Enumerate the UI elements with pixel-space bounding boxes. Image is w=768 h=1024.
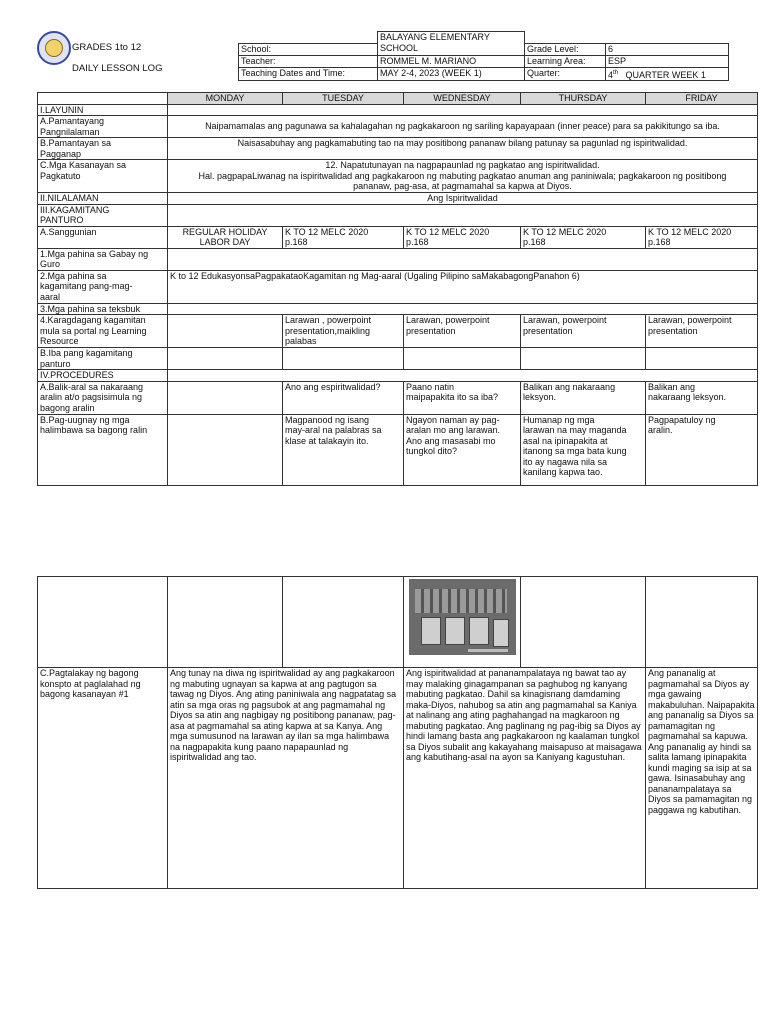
table-row [38,381,758,414]
row-value: Ang Ispiritwalidad [168,193,758,205]
classroom-bins-photo [409,579,516,655]
section-nilalaman: II.NILALAMAN [38,193,168,205]
row-value: K TO 12 MELC 2020 p.168 [283,226,404,248]
table-row [38,226,758,248]
row-label: 4.Karagdagang kagamitan mula sa portal ng Learning Resource [38,315,168,348]
row-label: C.Mga Kasanayan sa Pagkatuto [38,160,168,193]
row-label: 1.Mga pahina sa Gabay ng Guro [38,248,168,270]
table-row [38,116,758,138]
section-kagamitan: III.KAGAMITANG PANTURO [38,204,168,226]
row-value: Ngayon naman ay pag- aralan mo ang larawan. Ano ang masasabi mo tungkol dito? [404,414,521,485]
section-layunin: I.LAYUNIN [38,104,168,116]
table-row [38,315,758,348]
school-label: School: [239,43,378,55]
quarter-value: 4th QUARTER WEEK 1 [606,67,729,81]
day-tuesday: TUESDAY [283,93,404,105]
row-label: A.Balik-aral sa nakaraang aralin at/o pagsisimula ng bagong aralin [38,381,168,414]
grade-level-value: 6 [606,43,729,55]
row-value: Paano natin maipapakita ito sa iba? [404,381,521,414]
grade-level-label: Grade Level: [525,43,606,55]
day-thursday: THURSDAY [521,93,646,105]
header-info-table [238,31,729,81]
row-label: A.Sanggunian [38,226,168,248]
deped-seal-logo [37,31,71,65]
section-procedures: IV.PROCEDURES [38,370,168,382]
row-label: C.Pagtalakay ng bagong konspto at paglalahad ng bagong kasanayan #1 [38,668,168,889]
lesson-log-table [37,92,758,486]
row-label: 3.Mga pahina sa teksbuk [38,303,168,315]
row-value: Ang ispiritwalidad at pananampalataya ng bawat tao ay may malaking ginagampanan sa paghubog ng kanyang mabuting pagkatao. Dahil sa kinagisnang damdaming maka-Diyos, nahubog sa atin ang pagmamahal sa Kaniya at nalinang ang ating paghahangad na magkaroon ng mabuting pagkatao. Ang paglinang ng pag-ibig sa Diyos ay hindi lamang basta ang pagkakaroon ng kaalaman tungkol sa Diyos subalit ang kakayahang maisapuso at maisagawa ang kabutihang-asal na ayon sa Kaniyang kagustuhan. [404,668,646,889]
row-label: B.Pag-uugnay ng mga halimbawa sa bagong ralin [38,414,168,485]
day-wednesday: WEDNESDAY [404,93,521,105]
row-value: Larawan, powerpoint presentation [521,315,646,348]
row-label: A.Pamantayang Pangnilalaman [38,116,168,138]
day-monday: MONDAY [168,93,283,105]
row-label: B.Pamantayan sa Pagganap [38,138,168,160]
teacher-label: Teacher: [239,55,378,67]
table-row [38,668,758,889]
table-row [38,104,758,116]
form-title-line2: DAILY LESSON LOG [72,62,163,74]
row-value: Larawan, powerpoint presentation [404,315,521,348]
row-value: Larawan , powerpoint presentation,maikling palabas [283,315,404,348]
table-row [38,348,758,370]
row-label: B.Iba pang kagamitang panturo [38,348,168,370]
row-value: Balikan ang nakaraang leksyon. [521,381,646,414]
quarter-label: Quarter: [525,67,606,81]
form-title [72,32,162,85]
row-value: K TO 12 MELC 2020 p.168 [646,226,758,248]
holiday-note: REGULAR HOLIDAY LABOR DAY [168,226,283,248]
table-row [38,248,758,270]
row-value: Pagpapatuloy ng aralin. [646,414,758,485]
dates-label: Teaching Dates and Time: [239,67,378,81]
row-value: Naipamamalas ang pagunawa sa kahalagahan ng pagkakaroon ng sariling kapayapaan (inner peace) para sa pakikitungo sa iba. [168,116,758,138]
table-row [38,193,758,205]
row-value: Larawan, powerpoint presentation [646,315,758,348]
row-value: Ang pananalig at pagmamahal sa Diyos ay mga gawaing makabuluhan. Naipapakita ang pananalig sa Diyos sa pamamagitan ng pagmamahal sa kapuwa. Ang pananalig ay hindi sa salita lamang ipinapakita kundi maging sa isip at sa gawa. Isinasabuhay ang pananampalataya sa Diyos sa pamamagitan ng paggawa ng kabutihan. [646,668,758,889]
form-title-line1: GRADES 1to 12 [72,41,142,53]
table-row [38,138,758,160]
table-row [38,160,758,193]
row-value: Ano ang espiritwalidad? [283,381,404,414]
learning-area-label: Learning Area: [525,55,606,67]
table-row [38,303,758,315]
table-row [38,270,758,303]
row-value: K TO 12 MELC 2020 p.168 [521,226,646,248]
row-value: Magpanood ng isang may-aral na palabras sa klase at talakayin ito. [283,414,404,485]
table-row [38,577,758,668]
lesson-log-table-continued [37,576,758,889]
row-value: Humanap ng mga larawan na may maganda asal na ipinapakita at itanong sa mga bata kung ito ay nagawa nila sa kanilang kapwa tao. [521,414,646,485]
row-value: K to 12 EdukasyonsaPagpakataoKagamitan ng Mag-aaral (Ugaling Pilipino saMakabagongPanahon 6) [168,270,758,303]
table-row [38,370,758,382]
day-header-row [38,93,758,105]
day-friday: FRIDAY [646,93,758,105]
table-row [38,204,758,226]
row-value: 12. Napatutunayan na nagpapaunlad ng pagkatao ang ispiritwalidad. Hal. pagpapaLiwanag na ispiritwalidad ang pagkakaroon ng mabuting pagkatao anuman ang paniniwala; pagkakaroon ng positibong pananaw, pag-asa, at pagmamahal sa kapwa at Diyos. [168,160,758,193]
row-value: Ang tunay na diwa ng ispiritwalidad ay ang pagkakaroon ng mabuting ugnayan sa kapwa at ang pagtugon sa tawag ng Diyos. Ang ating paniniwala ang nagpatatag sa atin sa mga oras ng pagsubok at ang pagmamahal ng Diyos sa atin ang nagbigay ng positibong pananaw, pag-asa at pagmamahal sa ating kapwa at sa Kanya. Ang mga sumusunod na larawan ay ilan sa mga halimbawa na nagpapakita kung paano napapaunlad ng ispiritwalidad ang tao. [168,668,404,889]
dates-value: MAY 2-4, 2023 (WEEK 1) [378,67,525,81]
school-value: BALAYANG ELEMENTARY SCHOOL [378,32,525,56]
row-value: K TO 12 MELC 2020 p.168 [404,226,521,248]
row-value: Balikan ang nakaraang leksyon. [646,381,758,414]
row-value: Naisasabuhay ang pagkamabuting tao na may positibong pananaw bilang patunay sa pagunlad ng ispiritwalidad. [168,138,758,160]
teacher-value: ROMMEL M. MARIANO [378,55,525,67]
row-label: 2.Mga pahina sa kagamitang pang-mag- aaral [38,270,168,303]
learning-area-value: ESP [606,55,729,67]
table-row [38,414,758,485]
